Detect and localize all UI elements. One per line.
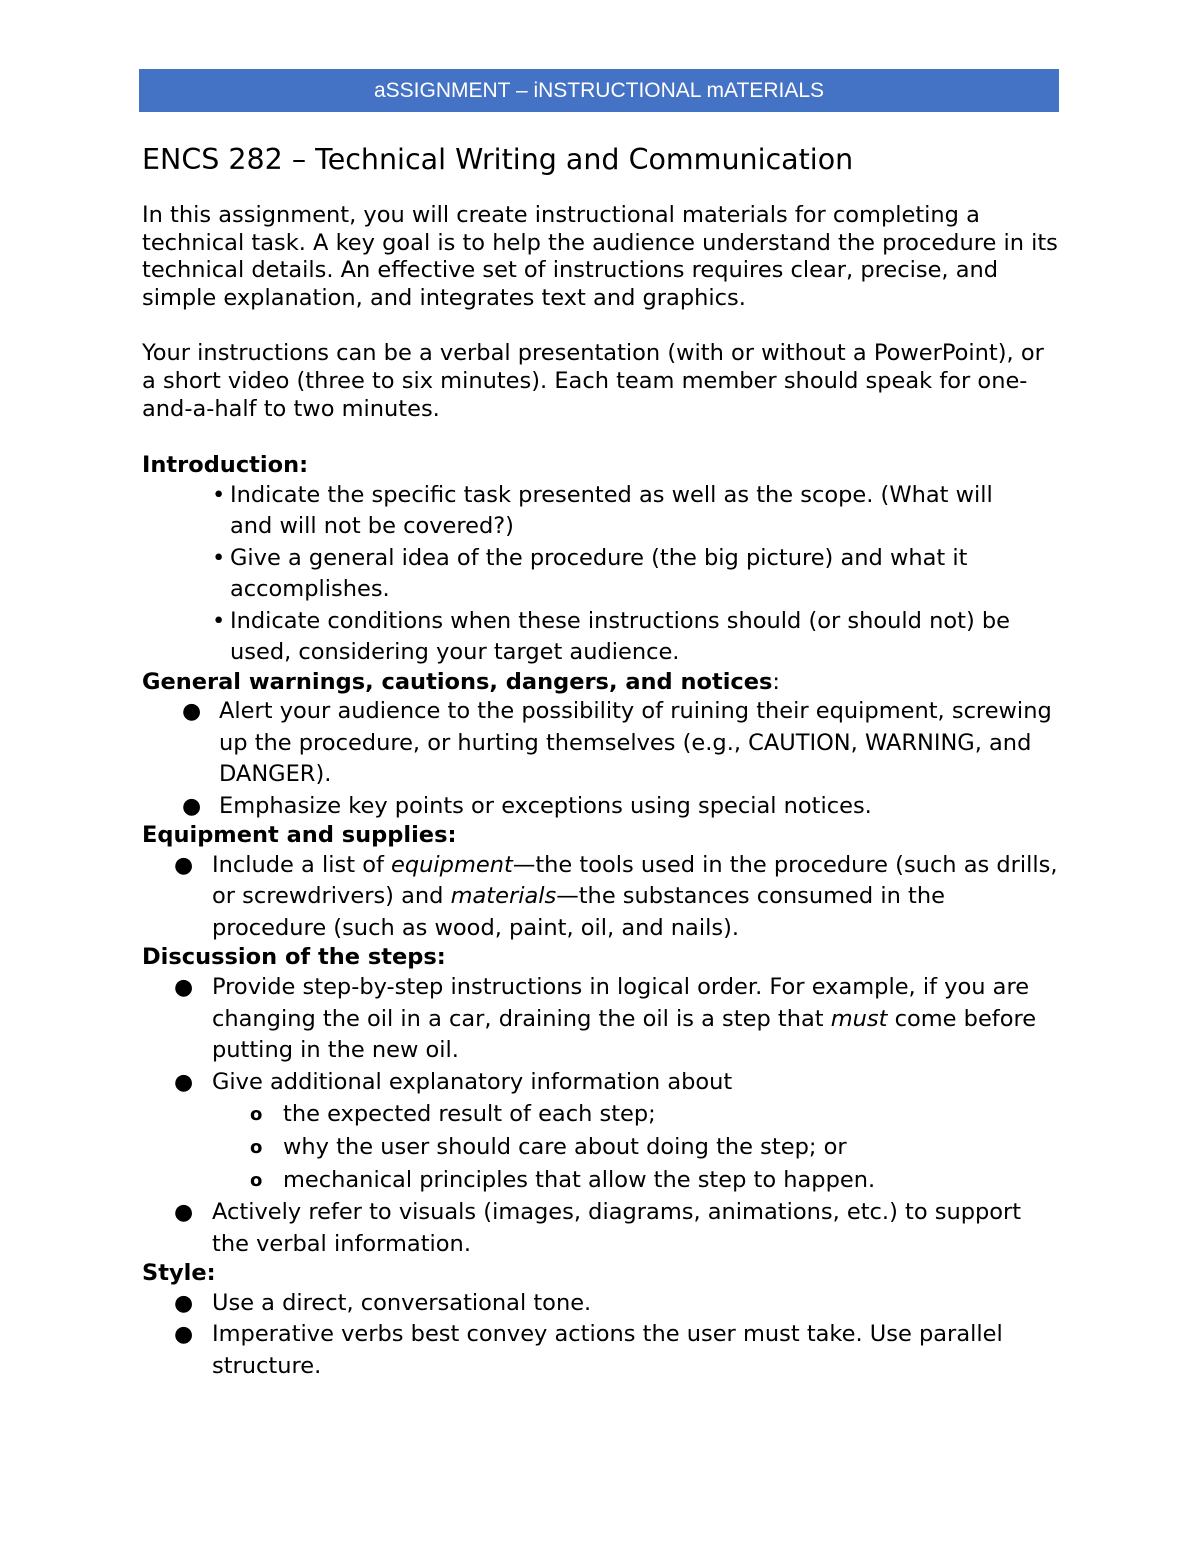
list-item-text: the expected result of each step; bbox=[283, 1101, 656, 1128]
emphasis-text: materials bbox=[450, 883, 557, 910]
circle-bullet-icon: o bbox=[250, 1137, 263, 1159]
list-item-text: used, considering your target audience. bbox=[230, 639, 680, 666]
emphasis-text: must bbox=[830, 1005, 888, 1032]
list-item bbox=[142, 1197, 1062, 1260]
introduction-heading: Introduction: bbox=[142, 452, 309, 479]
warnings-heading-colon: : bbox=[772, 668, 780, 695]
list-item-text: Emphasize key points or exceptions using special notices. bbox=[219, 792, 872, 819]
bullet-icon: ● bbox=[174, 1200, 194, 1226]
list-item-text: Use a direct, conversational tone. bbox=[212, 1289, 592, 1316]
warnings-heading-text: General warnings, cautions, dangers, and notices bbox=[142, 668, 773, 695]
list-item bbox=[142, 791, 1062, 823]
bullet-icon: • bbox=[212, 544, 226, 571]
banner-title: aSSIGNMENT – iNSTRUCTIONAL mATERIALS bbox=[373, 78, 825, 102]
list-item-text: Give additional explanatory information about bbox=[212, 1068, 733, 1095]
bullet-icon: • bbox=[212, 607, 226, 634]
sub-list-item bbox=[142, 1098, 1062, 1131]
bullet-icon: ● bbox=[174, 975, 194, 1001]
intro-paragraph: In this assignment, you will create instructional materials for completing a technical task. A key goal is to help the audience understand the procedure in its technical details. An effective set of instructions requires clear, precise, and simple explanation, and integrates text and graphics. bbox=[142, 202, 1058, 311]
bullet-icon: ● bbox=[174, 1069, 194, 1095]
list-item bbox=[142, 696, 1062, 791]
list-item-text: Indicate the specific task presented as well as the scope. (What will bbox=[230, 481, 993, 508]
list-item bbox=[142, 1067, 1062, 1099]
list-item-text: accomplishes. bbox=[230, 576, 390, 603]
list-item bbox=[142, 850, 1062, 945]
list-item bbox=[142, 1319, 1062, 1382]
list-item-text: why the user should care about doing the step; or bbox=[283, 1134, 847, 1161]
text-run: —the tools used in the procedure (such as drills, or screwdrivers) and bbox=[212, 851, 1058, 910]
list-item bbox=[142, 1288, 1062, 1320]
list-item-text: Indicate conditions when these instructions should (or should not) be bbox=[230, 607, 1011, 634]
text-run: come before putting in the new oil. bbox=[212, 1005, 1037, 1064]
list-item bbox=[142, 972, 1062, 1067]
sub-list-item bbox=[142, 1131, 1062, 1164]
bullet-icon: ● bbox=[182, 699, 202, 725]
list-item-text bbox=[212, 974, 1036, 1063]
warnings-heading bbox=[142, 669, 1062, 697]
document-body bbox=[142, 140, 1062, 1382]
list-item-text: Alert your audience to the possibility of ruining their equipment, screwing up the procedure, or hurting themselves (e.g., CAUTION, WARNING, and DANGER). bbox=[219, 698, 1052, 788]
bullet-icon: ● bbox=[174, 1290, 194, 1316]
format-paragraph: Your instructions can be a verbal presentation (with or without a PowerPoint), or a short video (three to six minutes). Each team member should speak for one-and-a-half to two minutes. bbox=[142, 340, 1044, 422]
list-item-text: and will not be covered?) bbox=[230, 513, 514, 540]
text-run: —the substances consumed in the procedure (such as wood, paint, oil, and nails). bbox=[212, 883, 945, 941]
bullet-icon: ● bbox=[174, 1322, 194, 1348]
bullet-icon: • bbox=[212, 481, 226, 508]
list-item bbox=[142, 480, 1062, 543]
course-title: ENCS 282 – Technical Writing and Communication bbox=[142, 143, 854, 176]
list-item-text: mechanical principles that allow the step to happen. bbox=[283, 1167, 876, 1194]
list-item-text: Actively refer to visuals (images, diagrams, animations, etc.) to support the verbal information. bbox=[212, 1199, 1022, 1257]
circle-bullet-icon: o bbox=[250, 1170, 263, 1192]
sub-list-item bbox=[142, 1164, 1062, 1197]
circle-bullet-icon: o bbox=[250, 1104, 263, 1126]
list-item bbox=[142, 606, 1062, 669]
list-item-text bbox=[212, 852, 1058, 941]
list-item-text: Imperative verbs best convey actions the user must take. Use parallel structure. bbox=[212, 1321, 1003, 1379]
bullet-icon: ● bbox=[174, 852, 194, 878]
text-run: Include a list of bbox=[212, 851, 392, 878]
text-run: Provide step-by-step instructions in logical order. For example, if you are changing the oil in a car, draining the oil is a step that bbox=[212, 974, 1030, 1032]
bullet-icon: ● bbox=[182, 793, 202, 819]
assignment-banner bbox=[139, 69, 1059, 112]
list-item bbox=[142, 543, 1062, 606]
style-heading: Style: bbox=[142, 1260, 216, 1287]
emphasis-text: equipment bbox=[391, 851, 513, 878]
list-item-text: Give a general idea of the procedure (the big picture) and what it bbox=[230, 544, 968, 571]
equipment-heading: Equipment and supplies: bbox=[142, 822, 457, 849]
steps-heading: Discussion of the steps: bbox=[142, 944, 446, 971]
